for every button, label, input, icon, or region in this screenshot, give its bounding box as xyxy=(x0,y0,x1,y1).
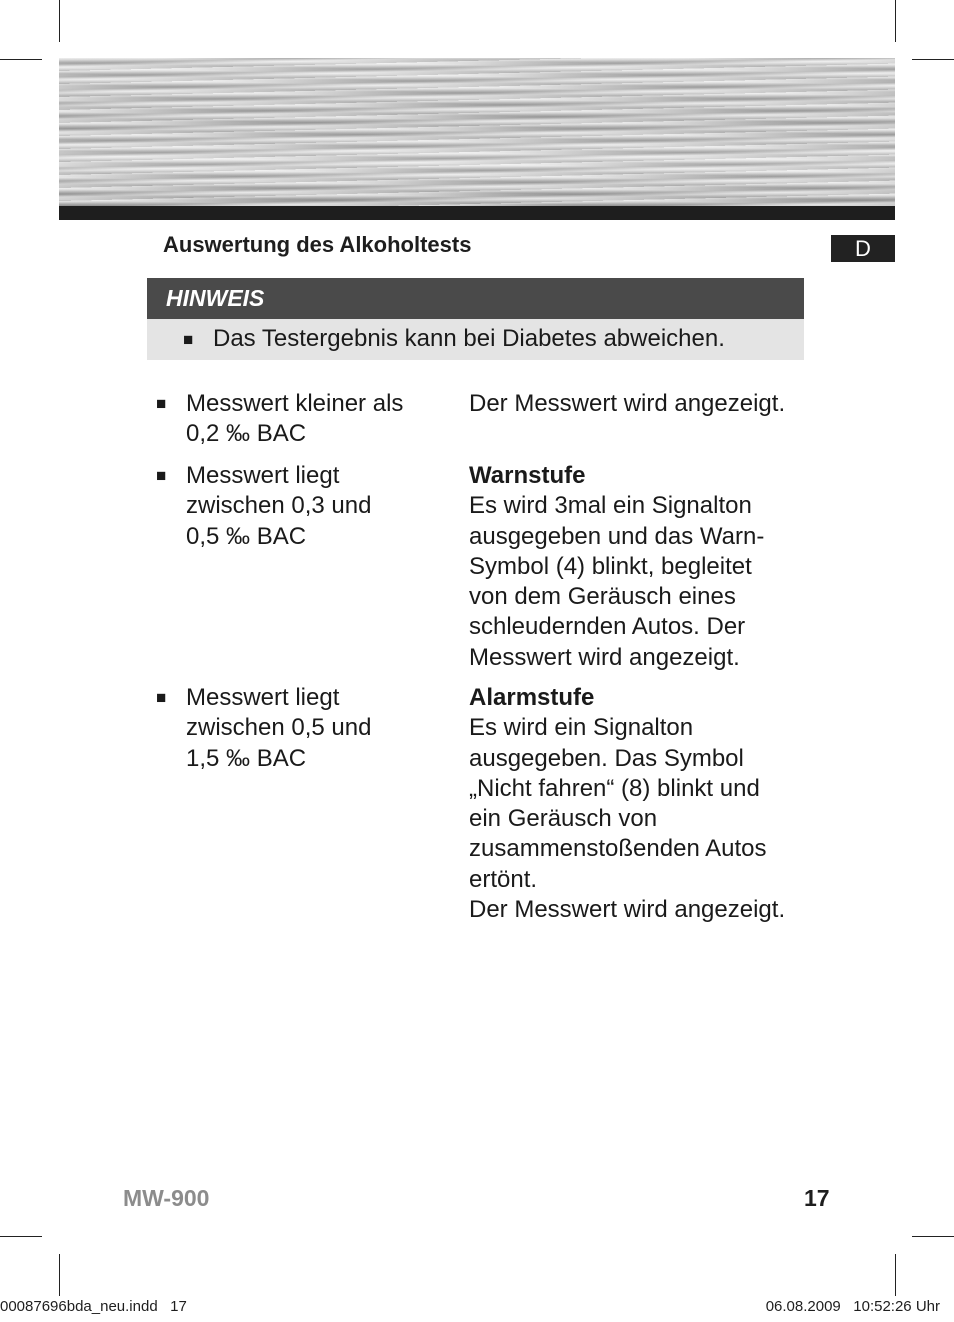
description-line: ertönt. xyxy=(469,865,538,893)
description-line: Der Messwert wird angezeigt. xyxy=(469,896,786,924)
condition-line: Messwert kleiner als xyxy=(186,390,404,417)
description-line: „Nicht fahren“ (8) blinkt und xyxy=(469,774,760,802)
crop-mark xyxy=(912,1236,954,1237)
result-condition xyxy=(186,389,446,450)
description-line: ausgegeben. Das Symbol xyxy=(469,744,744,772)
language-tab: D xyxy=(831,235,895,262)
bullet-icon: ■ xyxy=(156,394,167,413)
crop-mark xyxy=(0,59,42,60)
bullet-icon: ■ xyxy=(156,688,167,707)
crop-mark xyxy=(0,1236,42,1237)
crop-mark xyxy=(895,0,896,42)
condition-line: 0,5 ‰ BAC xyxy=(186,522,307,550)
description-line: von dem Geräusch eines xyxy=(469,583,736,611)
bullet-icon: ■ xyxy=(156,466,167,485)
result-condition xyxy=(186,461,446,552)
description-line: Es wird ein Signalton xyxy=(469,714,694,742)
description-line: Symbol (4) blinkt, begleitet xyxy=(469,552,752,580)
result-description xyxy=(469,461,829,673)
alarm-level-heading: Alarmstufe xyxy=(469,684,595,711)
brushed-metal-banner xyxy=(59,58,895,206)
result-description xyxy=(469,389,829,419)
description-line: schleudernden Autos. Der xyxy=(469,613,746,641)
description-line: Messwert wird angezeigt. xyxy=(469,643,740,671)
section-title: Auswertung des Alkoholtests xyxy=(163,232,472,257)
condition-line: 1,5 ‰ BAC xyxy=(186,744,307,772)
bullet-icon: ■ xyxy=(183,330,194,349)
note-title: HINWEIS xyxy=(166,285,265,311)
description-line: ausgegeben und das Warn- xyxy=(469,522,765,550)
description-line: Es wird 3mal ein Signalton xyxy=(469,492,752,520)
note-text: Das Testergebnis kann bei Diabetes abweichen. xyxy=(213,325,725,352)
crop-mark xyxy=(895,1254,896,1296)
crop-mark xyxy=(912,59,954,60)
model-name: MW-900 xyxy=(123,1185,210,1211)
crop-mark xyxy=(59,0,60,42)
result-condition xyxy=(186,683,446,774)
note-header xyxy=(147,278,804,319)
crop-mark xyxy=(59,1254,60,1296)
note-body xyxy=(147,319,804,360)
description-line: ein Geräusch von xyxy=(469,805,658,833)
condition-line: zwischen 0,5 und xyxy=(186,714,372,742)
warning-level-heading: Warnstufe xyxy=(469,462,586,489)
condition-line: 0,2 ‰ BAC xyxy=(186,420,307,448)
condition-line: Messwert liegt xyxy=(186,684,340,711)
condition-line: Messwert liegt xyxy=(186,462,340,489)
print-slug-datetime: 06.08.2009 10:52:26 Uhr xyxy=(765,1298,940,1315)
print-slug-file: 00087696bda_neu.indd 17 xyxy=(0,1298,187,1315)
condition-line: zwischen 0,3 und xyxy=(186,492,372,520)
result-description xyxy=(469,683,829,925)
page-number: 17 xyxy=(804,1185,830,1211)
description-line: zusammenstoßenden Autos xyxy=(469,835,767,863)
description-line: Der Messwert wird angezeigt. xyxy=(469,390,786,417)
banner-underline-bar xyxy=(59,206,895,220)
